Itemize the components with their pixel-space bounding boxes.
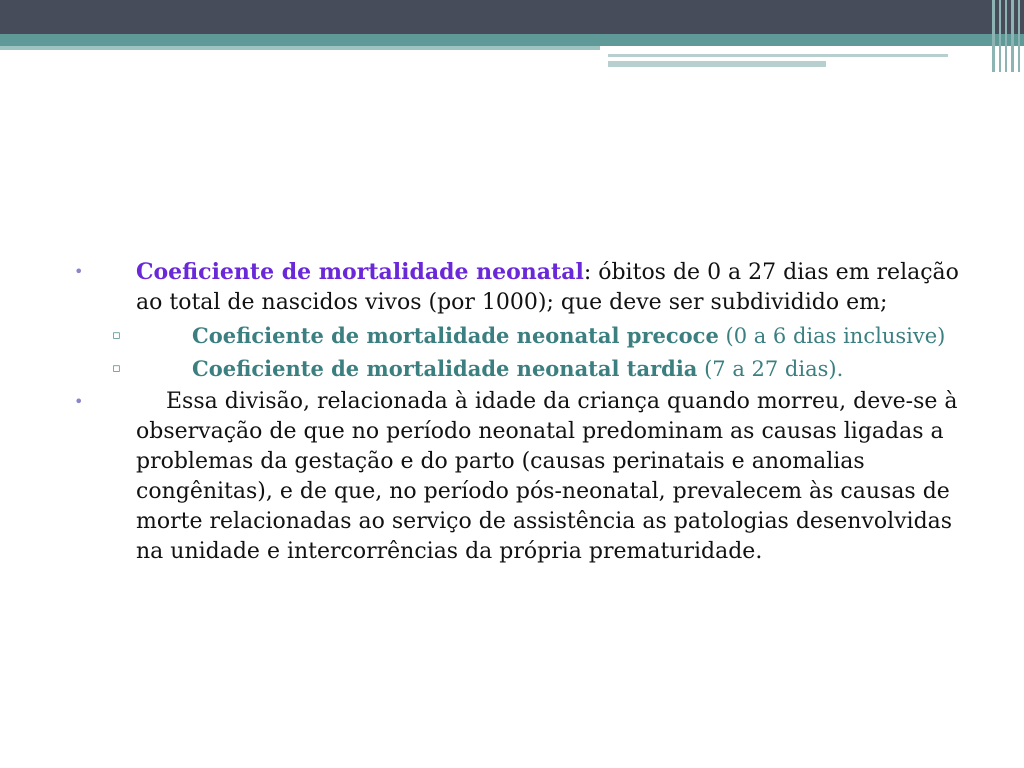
vertical-bar [1005,0,1007,72]
sub-term: Coeficiente de mortalidade neonatal tardia [192,356,698,381]
vertical-bar [999,0,1001,72]
header-bar-dark [0,0,1024,34]
bullet-marker: • [74,262,84,281]
bullet-list [70,257,970,569]
vertical-bar [1011,0,1014,72]
bullet-item [70,257,970,318]
vertical-bar [1018,0,1020,72]
sub-bullet-marker: ▫ [112,361,121,376]
sub-bullet-text: (7 a 27 dias). [697,357,844,381]
bullet-text: Essa divisão, relacionada à idade da criança quando morreu, deve-se à observação de que no período neonatal predominam as causas ligadas a problemas da gestação e do parto (causas perinatais e anomalias congênitas), e de que, no período pós-neonatal, prevalecem às causas de morte relacionadas ao serviço de assistência as patologias desenvolvidas na unidade e intercorrências da própria prematuridade. [136,389,958,564]
bullet-item [70,387,970,567]
bullet-text: : óbitos de 0 a 27 dias em relação ao total de nascidos vivos (por 1000); que deve ser subdividido em; [136,260,959,315]
sub-bullet-marker: ▫ [112,328,121,343]
header-vertical-bars [990,0,1024,72]
header-bar-teal [0,34,1024,46]
header-bar-light [0,46,600,50]
sub-bullet-item [70,321,970,351]
sub-bullet-text: (0 a 6 dias inclusive) [718,324,946,348]
header-accent-line [608,61,826,67]
vertical-bar [992,0,995,72]
bullet-marker: • [74,392,84,411]
sub-term: Coeficiente de mortalidade neonatal precoce [192,323,719,348]
term: Coeficiente de mortalidade neonatal [136,259,584,285]
sub-bullet-item [70,354,970,384]
header-accent-line [608,54,948,57]
